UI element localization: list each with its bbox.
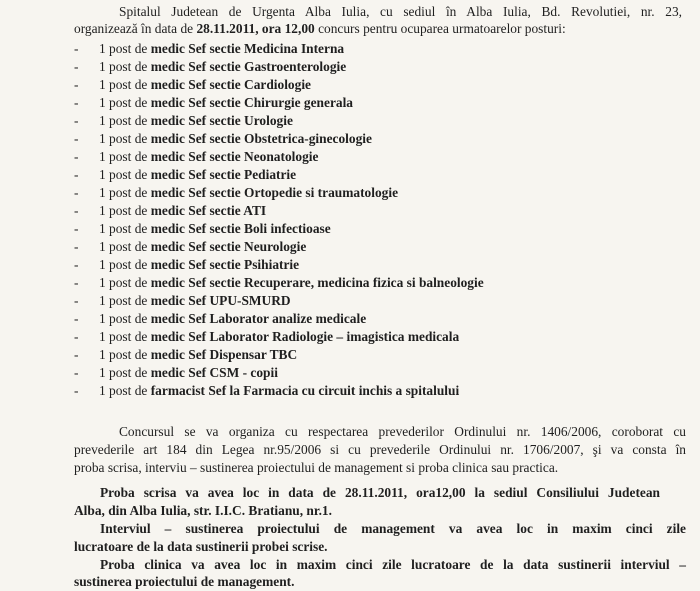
written-exam-line-1: Proba scrisa va avea loc in data de 28.11.2011, ora12,00 la sediul Consiliului Judetean — [100, 485, 660, 500]
clinical-exam-line-2: sustinerea proiectului de management. — [74, 574, 295, 589]
list-item: - 1 post de medic Sef sectie Cardiologie — [74, 77, 311, 92]
list-item: - 1 post de medic Sef sectie Boli infectioase — [74, 221, 331, 236]
list-item: - 1 post de medic Sef sectie Psihiatrie — [74, 257, 300, 272]
interview-line-1: Interviul – sustinerea proiectului de management va avea loc in maxim cinci zile — [100, 521, 686, 536]
list-item: - 1 post de medic Sef UPU-SMURD — [74, 293, 291, 308]
posts-list — [74, 40, 484, 400]
intro-prefix: organizează în data de — [74, 21, 197, 36]
list-item: - 1 post de medic Sef sectie Chirurgie generala — [74, 95, 354, 110]
conditions-line-2: prevederile art 184 din Legea nr.95/2006 si cu prevederile Ordinului nr. 1706/2007, şi va consta în — [74, 442, 686, 457]
list-item: - 1 post de medic Sef sectie Neurologie — [74, 239, 307, 254]
conditions-line-3: proba scrisa, interviu – sustinerea proiectului de management si proba clinica sau practica. — [74, 460, 559, 475]
list-item: - 1 post de medic Sef sectie Urologie — [74, 113, 293, 128]
contest-date: 28.11.2011, ora 12,00 — [196, 21, 315, 36]
list-item: - 1 post de medic Sef sectie Ortopedie si traumatologie — [74, 185, 399, 200]
clinical-exam-line-1: Proba clinica va avea loc in maxim cinci zile lucratoare de la data sustinerii interviul – — [100, 557, 686, 572]
interview-line-2: lucratoare de la data sustinerii probei scrise. — [74, 539, 328, 554]
list-item: - 1 post de medic Sef Laborator Radiologie – imagistica medicala — [74, 329, 460, 344]
list-item: - 1 post de medic Sef sectie Gastroenterologie — [74, 59, 347, 74]
intro-line-1: Spitalul Judetean de Urgenta Alba Iulia, cu sediul în Alba Iulia, Bd. Revolutiei, nr. 23, — [119, 4, 682, 19]
list-item: - 1 post de farmacist Sef la Farmacia cu circuit inchis a spitalului — [74, 383, 460, 398]
list-item: - 1 post de medic Sef Dispensar TBC — [74, 347, 298, 362]
list-item: - 1 post de medic Sef Laborator analize medicale — [74, 311, 367, 326]
list-item: - 1 post de medic Sef CSM - copii — [74, 365, 278, 380]
intro-line-2 — [74, 21, 700, 38]
intro-suffix: concurs pentru ocuparea urmatoarelor posturi: — [314, 21, 566, 36]
conditions-line-1: Concursul se va organiza cu respectarea prevederilor Ordinului nr. 1406/2006, coroborat cu — [119, 424, 686, 439]
list-item: - 1 post de medic Sef sectie Medicina Interna — [74, 41, 345, 56]
list-item: - 1 post de medic Sef sectie Pediatrie — [74, 167, 297, 182]
list-item: - 1 post de medic Sef sectie Neonatologie — [74, 149, 319, 164]
list-item: - 1 post de medic Sef sectie Recuperare, medicina fizica si balneologie — [74, 275, 484, 290]
list-item: - 1 post de medic Sef sectie Obstetrica-ginecologie — [74, 131, 372, 146]
list-item: - 1 post de medic Sef sectie ATI — [74, 203, 267, 218]
written-exam-line-2: Alba, din Alba Iulia, str. I.I.C. Bratianu, nr.1. — [74, 503, 332, 518]
